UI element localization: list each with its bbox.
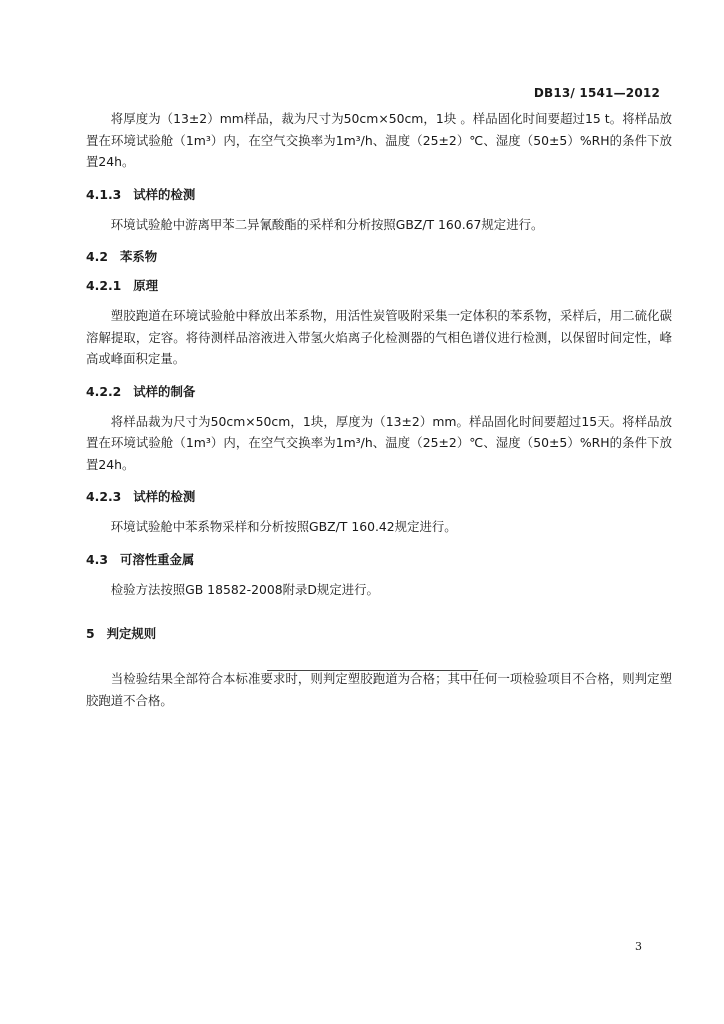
paragraph-sample-preparation: 将厚度为（13±2）mm样品，裁为尺寸为50cm×50cm，1块 。样品固化时间要超过15 t。将样品放置在环境试验舱（1m³）内，在空气交换率为1m³/h、温度（25±2）℃、湿度（50±5）%RH的条件下放置24h。 xyxy=(86,111,672,169)
paragraph-benzene-sample-preparation: 将样品裁为尺寸为50cm×50cm，1块，厚度为（13±2）mm。样品固化时间要超过15天。将样品放置在环境试验舱（1m³）内，在空气交换率为1m³/h、温度（25±2）℃、湿度（50±5）%RH的条件下放置24h。 xyxy=(86,413,672,472)
section-heading-4-2-2 xyxy=(86,382,672,402)
section-number: 5 xyxy=(86,626,95,641)
section-number: 4.3 xyxy=(86,551,108,567)
section-heading-4-1-3 xyxy=(86,185,672,205)
paragraph-judgment-rules: 当检验结果全部符合本标准要求时，则判定塑胶跑道为合格；其中任何一项检验项目不合格，则判定塑胶跑道不合格。 xyxy=(86,671,672,708)
paragraph-benzene-detection: 环境试验舱中苯系物采样和分析按照GBZ/T 160.42规定进行。 xyxy=(110,519,457,534)
section-heading-4-3 xyxy=(86,550,672,570)
paragraph-heavy-metal-method: 检验方法按照GB 18582-2008附录D规定进行。 xyxy=(110,581,379,597)
section-number: 4.2.1 xyxy=(86,278,122,293)
section-title: 判定规则 xyxy=(106,626,157,641)
section-number: 4.2.2 xyxy=(86,383,122,399)
page-content xyxy=(86,108,672,711)
section-title: 试样的检测 xyxy=(133,186,196,202)
section-heading-4-2-1 xyxy=(86,276,672,296)
section-heading-4-2-3 xyxy=(86,487,672,507)
section-title: 原理 xyxy=(133,278,159,293)
section-title: 试样的检测 xyxy=(133,489,196,504)
paragraph-tdi-detection: 环境试验舱中游离甲苯二异氰酸酯的采样和分析按照GBZ/T 160.67规定进行。 xyxy=(110,216,544,232)
section-heading-5 xyxy=(86,624,672,644)
document-code: DB13/ 1541—2012 xyxy=(533,86,660,100)
section-number: 4.2.3 xyxy=(86,489,122,504)
section-heading-4-2 xyxy=(86,247,672,267)
section-title: 可溶性重金属 xyxy=(119,551,195,567)
paragraph-principle: 塑胶跑道在环境试验舱中释放出苯系物，用活性炭管吸附采集一定体积的苯系物，采样后，用二硫化碳溶解提取，定容。将待测样品溶液进入带氢火焰离子化检测器的气相色谱仪进行检测，以保留时间定性，峰高或峰面积定量。 xyxy=(86,308,672,366)
page-number: 3 xyxy=(635,940,642,953)
section-title: 苯系物 xyxy=(119,249,158,264)
end-rule xyxy=(267,670,478,671)
section-title: 试样的制备 xyxy=(133,383,196,399)
section-number: 4.2 xyxy=(86,249,108,264)
section-number: 4.1.3 xyxy=(86,186,122,202)
